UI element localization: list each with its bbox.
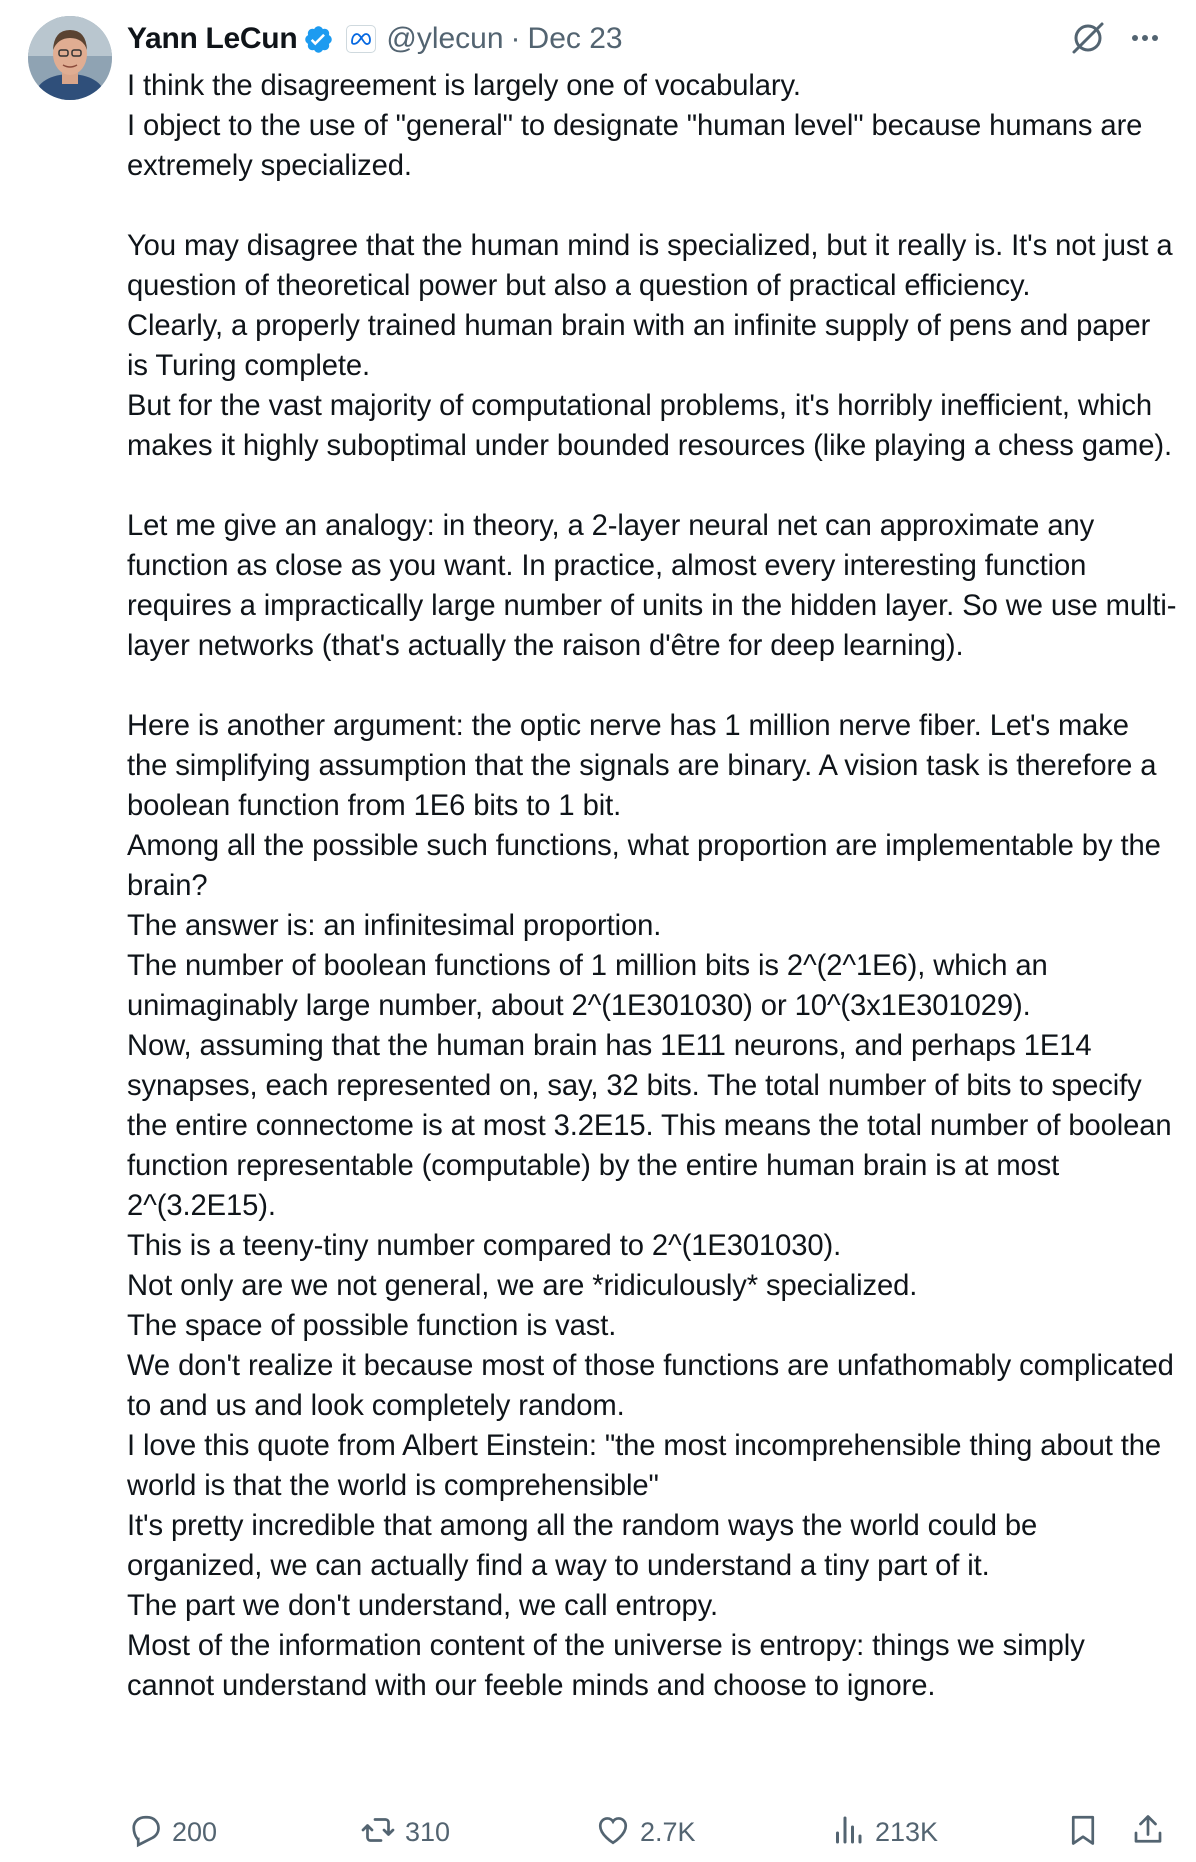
reply-icon [127, 1812, 163, 1853]
bookmark-button[interactable] [1065, 1810, 1101, 1854]
avatar[interactable] [28, 16, 112, 100]
retweet-button[interactable] [360, 1810, 450, 1854]
retweet-count: 310 [405, 1816, 451, 1847]
bookmark-icon [1065, 1812, 1101, 1853]
separator-dot: · [510, 22, 521, 55]
views-button[interactable] [830, 1810, 938, 1854]
views-count: 213K [875, 1816, 939, 1847]
like-button[interactable] [595, 1810, 696, 1854]
share-button[interactable] [1130, 1810, 1166, 1854]
tweet-header [127, 18, 623, 60]
author-handle[interactable]: @ylecun [386, 22, 504, 55]
more-icon[interactable] [1127, 20, 1163, 56]
verified-badge-icon[interactable] [303, 24, 334, 55]
like-count: 2.7K [640, 1816, 696, 1847]
reply-count: 200 [172, 1816, 218, 1847]
like-icon [595, 1812, 631, 1853]
tweet-text: I think the disagreement is largely one of vocabulary. I object to the use of "general" to designate "human level" because humans are extremely specialized. You may disagree that the human mind is specialized, but it really is. It's not just a question of theoretical power but also a question of practical efficiency. Clearly, a properly trained human brain with an infinite supply of pens and paper is Turing complete. But for the vast majority of computational problems, it's horribly inefficient, which makes it highly suboptimal under bounded resources (like playing a chess game). Let me give an analogy: in theory, a 2-layer neural net can approximate any function as close as you want. In practice, almost every interesting function requires a impractically large number of units in the hidden layer. So we use multi-layer networks (that's actually the raison d'être for deep learning). Here is another argument: the optic nerve has 1 million nerve fiber. Let's make the simplifying assumption that the signals are binary. A vision task is therefore a boolean function from 1E6 bits to 1 bit. Among all the possible such functions, what proportion are implementable by the brain? The answer is: an infinitesimal proportion. The number of boolean functions of 1 million bits is 2^(2^1E6), which an unimaginably large number, about 2^(1E301030) or 10^(3x1E301029). Now, assuming that the human brain has 1E11 neurons, and perhaps 1E14 synapses, each represented on, say, 32 bits. The total number of bits to specify the entire connectome is at most 3.2E15. This means the total number of boolean function representable (computable) by the entire human brain is at most 2^(3.2E15). This is a teeny-tiny number compared to 2^(1E301030). Not only are we not general, we are *ridiculously* specialized. The space of possible function is vast. We don't realize it because most of those functions are unfathomably complicated to and us and look completely random. I love this quote from Albert Einstein: "the most incomprehensible thing about the world is that the world is comprehensible" It's pretty incredible that among all the random ways the world could be organized, we can actually find a way to understand a tiny part of it. The part we don't understand, we call entropy. Most of the information content of the universe is entropy: things we simply cannot understand with our feeble minds and choose to ignore. [127, 70, 1177, 1702]
share-icon [1130, 1812, 1166, 1853]
tweet-date[interactable]: Dec 23 [527, 22, 623, 55]
reply-button[interactable] [127, 1810, 217, 1854]
tweet-actions [125, 1810, 1175, 1854]
author-name[interactable]: Yann LeCun [127, 22, 298, 55]
retweet-icon [360, 1812, 396, 1853]
grok-icon[interactable] [1068, 18, 1108, 58]
views-icon [830, 1812, 866, 1853]
meta-logo-icon[interactable] [346, 25, 376, 53]
